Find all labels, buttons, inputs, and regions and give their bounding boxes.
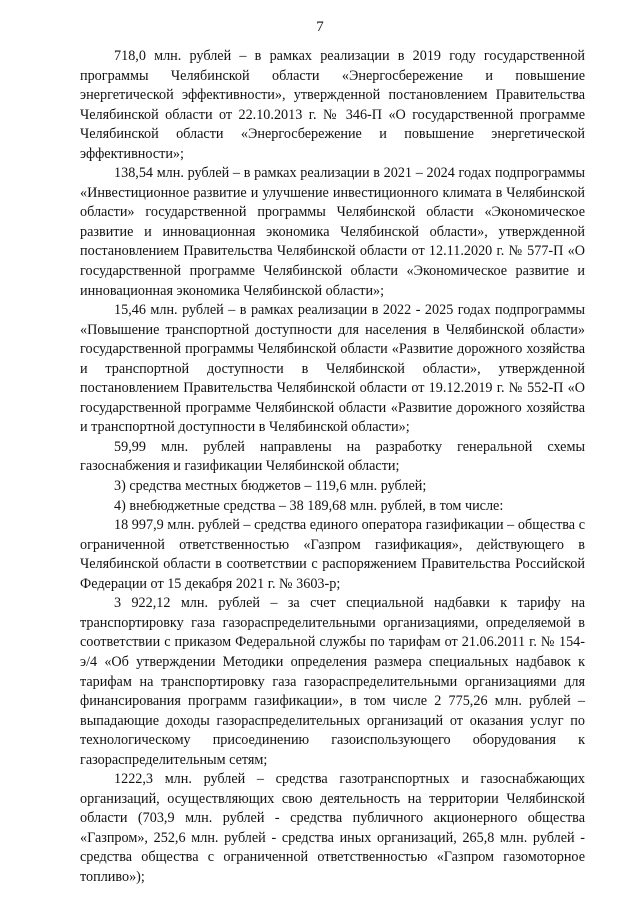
document-body <box>80 47 585 888</box>
page-number: 7 <box>316 19 324 35</box>
paragraph-energy-saving-program: 718,0 млн. рублей – в рамках реализации в 2019 году государственной программы Челябинской области «Энергосбережение и повышение энергетической эффективности», утвержденной постановлением Правительства Челябинской области от 22.10.2013 г. № 346-П «О государственной программе Челябинской области «Энергосбережение и повышение энергетической эффективности»; <box>80 48 585 162</box>
paragraph-gasification-scheme: 59,99 млн. рублей направлены на разработку генеральной схемы газоснабжения и газификации Челябинской области; <box>80 438 585 475</box>
paragraph-local-budgets: 3) средства местных бюджетов – 119,6 млн. рублей; <box>114 478 427 495</box>
paragraph-special-tariff-surcharge: 3 922,12 млн. рублей – за счет специальной надбавки к тарифу на транспортировку газа газораспределительными организациями, определяемой в соответствии с приказом Федеральной службы по тарифам от 21.06.2011 г. № 154-э/4 «Об утверждении Методики определения размера специальных надбавок к тарифам на транспортировку газа газораспределительными организациями для финансирования программ газификации», в том числе 2 775,26 млн. рублей – выпадающие доходы газораспределительных организаций от оказания услуг по технологическому присоединению газоиспользующего оборудования к газораспределительным сетям; <box>80 595 585 768</box>
paragraph-gas-transport-organizations: 1222,3 млн. рублей – средства газотранспортных и газоснабжающих организаций, осуществляющих свою деятельность на территории Челябинской области (703,9 млн. рублей - средства публичного акционерного общества «Газпром», 252,6 млн. рублей - средства иных организаций, 265,8 млн. рублей - средства общества с ограниченной ответственностью «Газпром газомоторное топливо»); <box>80 771 585 885</box>
paragraph-transport-program: 15,46 млн. рублей – в рамках реализации в 2022 - 2025 годах подпрограммы «Повышение транспортной доступности для населения в Челябинской области» государственной программы Челябинской области «Развитие дорожного хозяйства и транспортной доступности в Челябинской области», утвержденной постановлением Правительства Челябинской области от 19.12.2019 г. № 552-П «О государственной программе Челябинской области «Развитие дорожного хозяйства и транспортной доступности в Челябинской области»; <box>80 302 585 436</box>
paragraph-extrabudgetary-funds: 4) внебюджетные средства – 38 189,68 млн. рублей, в том числе: <box>114 497 504 514</box>
paragraph-investment-program: 138,54 млн. рублей – в рамках реализации в 2021 – 2024 годах подпрограммы «Инвестиционное развитие и улучшение инвестиционного климата в Челябинской области» государственной программы Челябинской области «Экономическое развитие и инновационная экономика Челябинской области», утвержденной постановлением Правительства Челябинской области от 12.11.2020 г. № 577-П «О государственной программе Челябинской области «Экономическое развитие и инновационная экономика Челябинской области»; <box>80 165 585 299</box>
paragraph-gazprom-gasification: 18 997,9 млн. рублей – средства единого оператора газификации – общества с ограниченной ответственностью «Газпром газификация», действующего в Челябинской области в соответствии с распоряжением Правительства Российской Федерации от 15 декабря 2021 г. № 3603-р; <box>80 517 585 592</box>
